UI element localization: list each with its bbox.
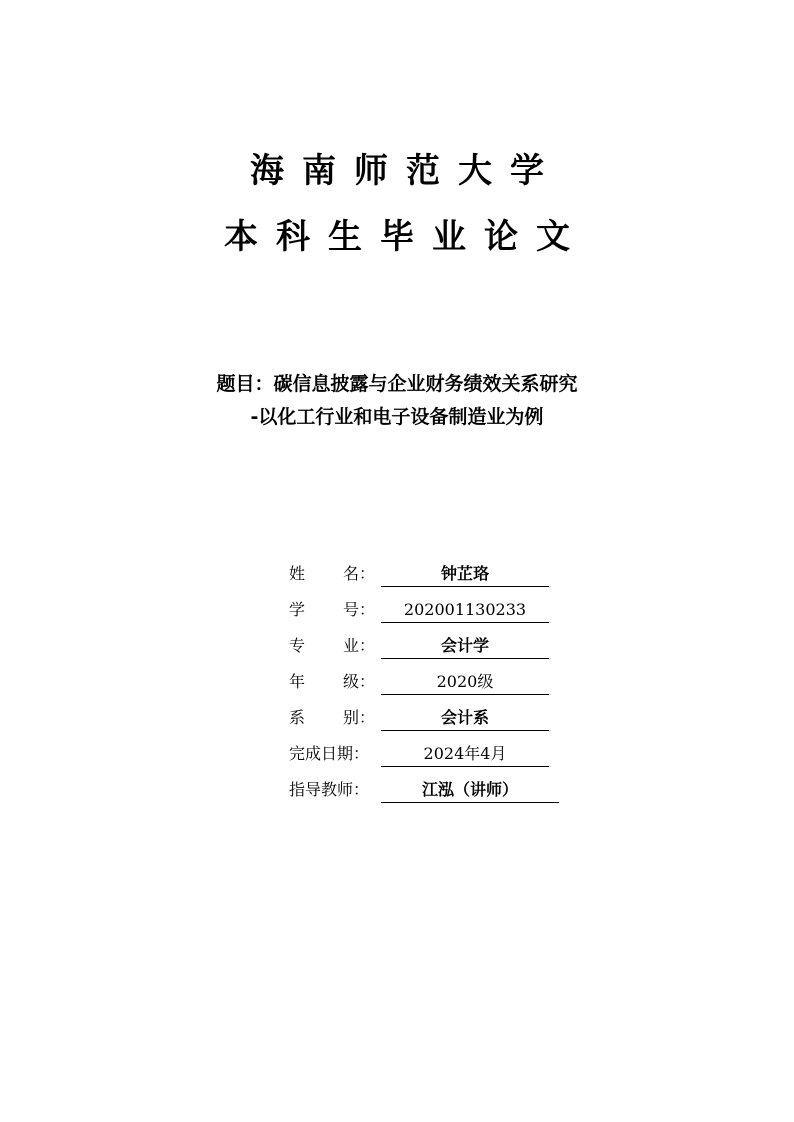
name-label: 姓名： [289,564,376,583]
department-label: 系别： [289,708,376,727]
completion-date-label: 完成日期： [289,744,370,763]
name-value: 钟芷珞 [381,560,549,587]
department-value: 会计系 [381,704,549,731]
thesis-type-heading: 本科生毕业论文 [224,217,588,257]
thesis-title [0,368,794,434]
info-row-major [289,632,579,668]
info-row-advisor [289,776,579,812]
info-row-department [289,704,579,740]
grade-value: 2020级 [381,668,549,695]
grade-label: 年级： [289,672,376,691]
major-label: 专业： [289,636,376,655]
info-row-completion-date [289,740,579,776]
thesis-subtitle-line-2: -以化工行业和电子设备制造业为例 [250,406,544,428]
thesis-title-line-1: 题目：碳信息披露与企业财务绩效关系研究 [216,373,578,395]
student-info-table [289,560,579,812]
info-row-name [289,560,579,596]
info-row-grade [289,668,579,704]
advisor-label: 指导教师： [289,780,370,799]
major-value: 会计学 [381,632,549,659]
student-id-value: 202001130233 [381,596,549,623]
completion-date-value: 2024年4月 [381,740,549,767]
info-row-student-id [289,596,579,632]
student-id-label: 学号： [289,600,376,619]
university-name: 海南师范大学 [250,151,562,191]
advisor-value: 江泓（讲师） [381,776,559,803]
